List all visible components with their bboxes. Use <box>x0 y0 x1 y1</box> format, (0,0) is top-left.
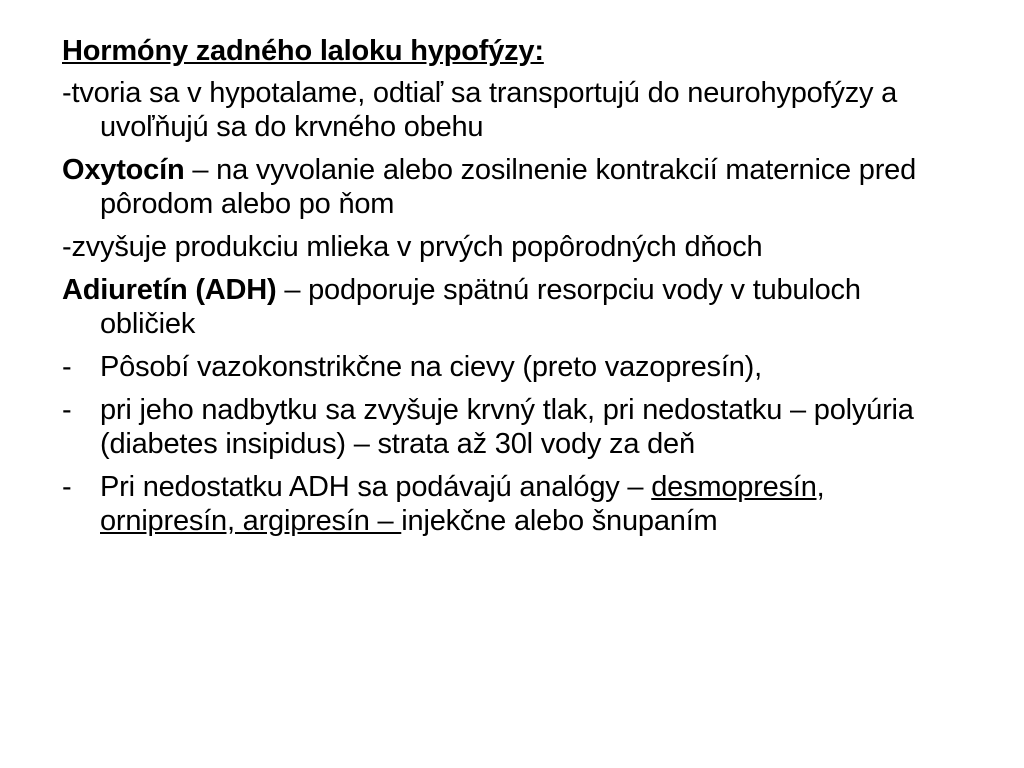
bullet-text-post: injekčne alebo šnupaním <box>401 505 718 537</box>
oxytocin-description: – na vyvolanie alebo zosilnenie kontrakcií maternice pred pôrodom alebo po ňom <box>100 154 917 220</box>
bullet-vasoconstriction <box>62 350 962 384</box>
bullet-analogs <box>62 470 962 538</box>
bullet-blood-pressure <box>62 393 962 461</box>
bullet-dash: - <box>62 394 72 426</box>
bullet-analog-names: desmopresín, ornipresín, argipresín – <box>100 471 825 537</box>
slide-heading <box>62 34 962 68</box>
bullet-dash: - <box>62 471 72 503</box>
slide-content <box>62 34 962 547</box>
bullet-text: Pôsobí vazokonstrikčne na cievy (preto vazopresín), <box>100 351 762 383</box>
paragraph-origin: -tvoria sa v hypotalame, odtiaľ sa transportujú do neurohypofýzy a uvoľňujú sa do krvného obehu <box>62 77 898 143</box>
bullet-text-pre: Pri nedostatku ADH sa podávajú analógy – <box>100 471 652 503</box>
bullet-text: pri jeho nadbytku sa zvyšuje krvný tlak, pri nedostatku – polyúria (diabetes insipidus) – strata až 30l vody za deň <box>100 394 914 460</box>
adh-description: – podporuje spätnú resorpciu vody v tubuloch obličiek <box>100 274 861 340</box>
heading-text: Hormóny zadného laloku hypofýzy: <box>62 35 544 67</box>
paragraph-oxytocin <box>62 153 962 221</box>
term-oxytocin: Oxytocín <box>62 154 185 186</box>
paragraph-milk: -zvyšuje produkciu mlieka v prvých popôrodných dňoch <box>62 231 763 263</box>
term-adh: Adiuretín (ADH) <box>62 274 277 306</box>
paragraph-adh <box>62 273 962 341</box>
bullet-dash: - <box>62 351 72 383</box>
